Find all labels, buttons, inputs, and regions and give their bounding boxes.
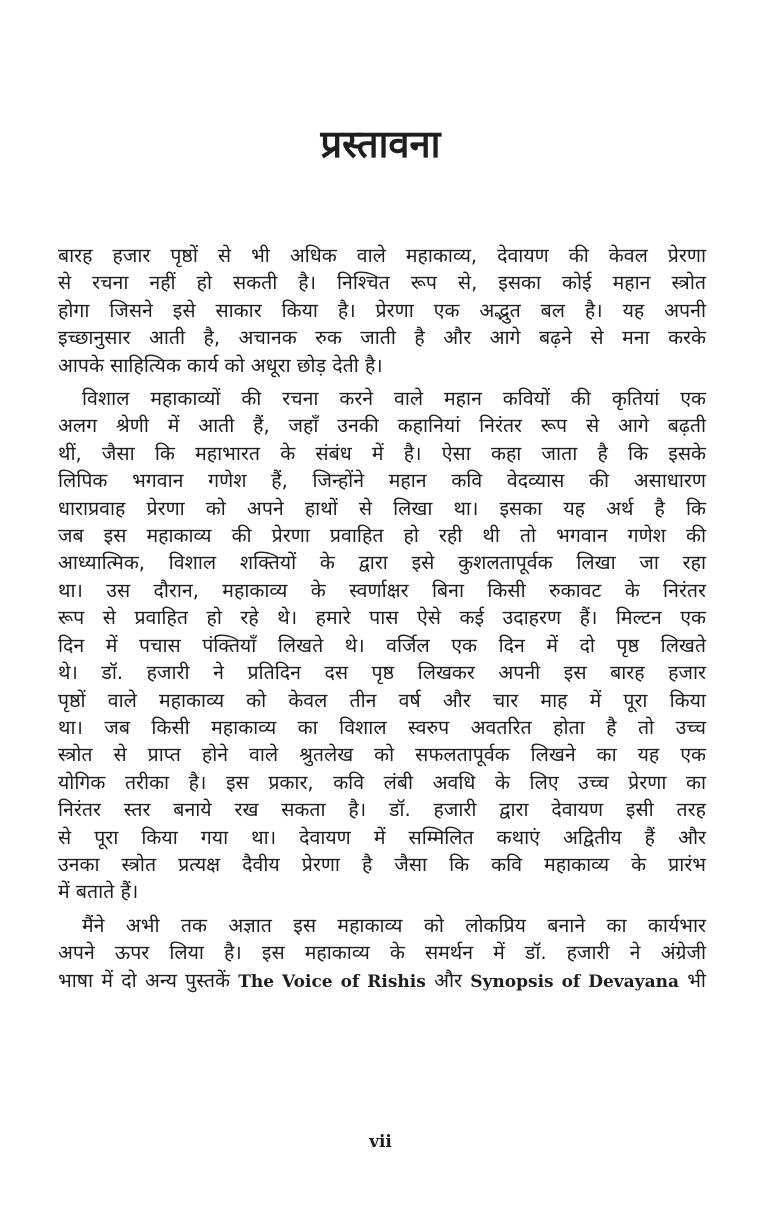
page-title: प्रस्तावना: [320, 122, 441, 166]
text-line: रूप से प्रवाहित हो रहे थे। हमारे पास ऐसे कई उदाहरण हैं। मिल्टन एक: [58, 606, 706, 630]
page-number: vii: [369, 1132, 392, 1152]
paragraph-2: [58, 385, 706, 906]
text-line-with-book-titles: [58, 967, 706, 996]
text-line: था। जब किसी महाकाव्य का विशाल स्वरुप अवतरित होता है तो उच्च: [58, 715, 706, 739]
book-title-synopsis-of-devayana: Synopsis of Devayana: [470, 971, 679, 992]
text-line: मैंने अभी तक अज्ञात इस महाकाव्य को लोकप्रिय बनाने का कार्यभार: [82, 913, 706, 937]
body-text: [58, 242, 706, 1002]
text-line: आध्यात्मिक, विशाल शक्तियों के द्वारा इसे कुशलतापूर्वक लिखा जा रहा: [58, 551, 706, 575]
text-line: थे। डॉ. हजारी ने प्रतिदिन दस पृष्ठ लिखकर अपनी इस बारह हजार: [58, 661, 706, 685]
paragraph-1: [58, 242, 706, 379]
text-line: अलग श्रेणी में आती हैं, जहाँ उनकी कहानियां निरंतर रूप से आगे बढ़ती: [58, 414, 706, 438]
text-line: होगा जिसने इसे साकार किया है। प्रेरणा एक अद्भुत बल है। यह अपनी: [58, 298, 706, 322]
text-line: योगिक तरीका है। इस प्रकार, कवि लंबी अवधि के लिए उच्च प्रेरणा का: [58, 770, 706, 794]
book-title-voice-of-rishis: The Voice of Rishis: [238, 971, 426, 992]
text-line: से पूरा किया गया था। देवायण में सम्मिलित कथाएं अद्वितीय हैं और: [58, 825, 706, 849]
text-line: धाराप्रवाह प्रेरणा को अपने हाथों से लिखा था। इसका यह अर्थ है कि: [58, 496, 706, 520]
text-line: लिपिक भगवान गणेश हैं, जिन्होंने महान कवि वेदव्यास की असाधारण: [58, 469, 706, 493]
text-fragment: और: [425, 968, 471, 992]
text-fragment: भाषा में दो अन्य पुस्तकें: [58, 968, 239, 992]
paragraph-3: [58, 912, 706, 996]
text-line: जब इस महाकाव्य की प्रेरणा प्रवाहित हो रही थी तो भगवान गणेश की: [58, 524, 706, 548]
text-line: बारह हजार पृष्ठों से भी अधिक वाले महाकाव्य, देवायण की केवल प्रेरणा: [58, 244, 706, 267]
text-line: स्त्रोत से प्राप्त होने वाले श्रुतलेख को सफलतापूर्वक लिखने का यह एक: [58, 743, 706, 767]
text-line: उनका स्त्रोत प्रत्यक्ष दैवीय प्रेरणा है जैसा कि कवि महाकाव्य के प्रारंभ: [58, 852, 706, 876]
text-line: पृष्ठों वाले महाकाव्य को केवल तीन वर्ष और चार माह में पूरा किया: [58, 688, 706, 712]
text-line: इच्छानुसार आती है, अचानक रुक जाती है और आगे बढ़ने से मना करके: [58, 326, 706, 350]
text-line: अपने ऊपर लिया है। इस महाकाव्य के समर्थन में डॉ. हजारी ने अंग्रेजी: [58, 941, 706, 965]
text-line: आपके साहित्यिक कार्य को अधूरा छोड़ देती है।: [58, 353, 383, 377]
text-line: निरंतर स्तर बनाये रख सकता है। डॉ. हजारी द्वारा देवायण इसी तरह: [58, 798, 706, 822]
text-line: दिन में पचास पंक्तियाँ लिखते थे। वर्जिल एक दिन में दो पृष्ठ लिखते: [58, 633, 706, 657]
text-fragment: भी: [678, 968, 706, 992]
text-line: था। उस दौरान, महाकाव्य के स्वर्णाक्षर बिना किसी रुकावट के निरंतर: [58, 578, 706, 602]
text-line: में बताते हैं।: [58, 880, 139, 904]
text-line: विशाल महाकाव्यों की रचना करने वाले महान कवियों की कृतियां एक: [82, 387, 706, 411]
text-line: थीं, जैसा कि महाभारत के संबंध में है। ऐसा कहा जाता है कि इसके: [58, 441, 706, 465]
text-line: से रचना नहीं हो सकती है। निश्चित रूप से, इसका कोई महान स्त्रोत: [58, 271, 706, 295]
